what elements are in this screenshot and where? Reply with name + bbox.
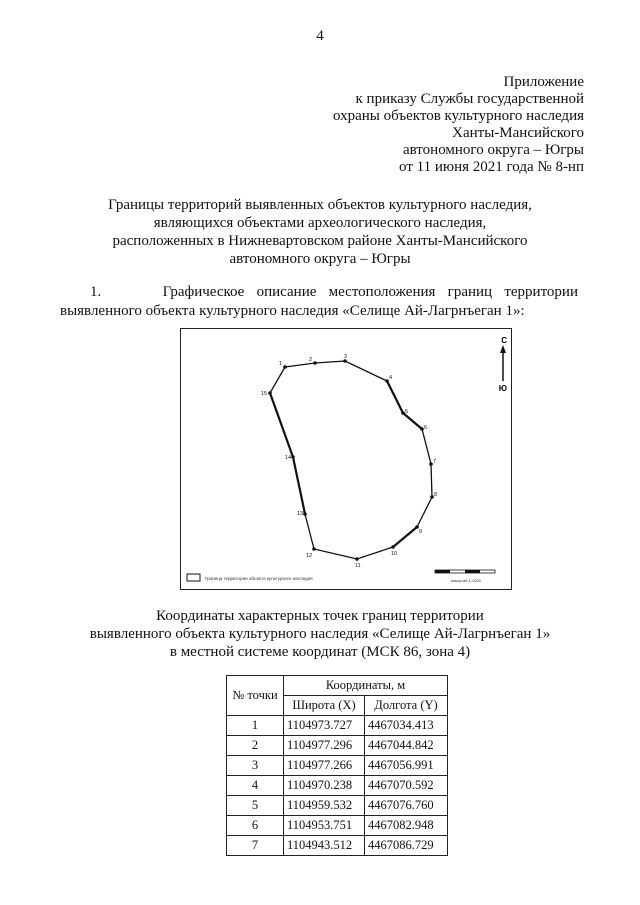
document-title bbox=[40, 196, 600, 268]
table-row bbox=[227, 716, 448, 736]
page-number: 4 bbox=[316, 28, 324, 44]
table-row bbox=[227, 776, 448, 796]
north-arrow-icon bbox=[499, 336, 507, 393]
cell-y: 4467076.760 bbox=[365, 796, 448, 816]
table-row bbox=[227, 736, 448, 756]
table-row bbox=[227, 816, 448, 836]
cell-x: 1104970.238 bbox=[284, 776, 365, 796]
caption-line: Координаты характерных точек границ территории bbox=[156, 608, 484, 624]
header-latitude: Широта (X) bbox=[284, 696, 365, 716]
north-label: С bbox=[501, 336, 507, 345]
appendix-line: Ханты-Мансийского bbox=[452, 125, 584, 141]
boundary-segment bbox=[387, 381, 422, 429]
map-legend bbox=[187, 574, 313, 581]
appendix-line: к приказу Службы государственной bbox=[355, 91, 584, 107]
point-label-4: 4 bbox=[389, 375, 393, 381]
cell-point: 7 bbox=[227, 836, 284, 856]
header-longitude: Долгота (Y) bbox=[365, 696, 448, 716]
cell-point: 1 bbox=[227, 716, 284, 736]
title-line: являющихся объектами археологического наследия, bbox=[153, 215, 487, 231]
header-coordinates: Координаты, м bbox=[284, 676, 448, 696]
vertex-1 bbox=[283, 365, 287, 369]
scale-bar bbox=[435, 570, 495, 583]
table-caption bbox=[40, 607, 600, 661]
cell-x: 1104959.532 bbox=[284, 796, 365, 816]
cell-x: 1104943.512 bbox=[284, 836, 365, 856]
cell-y: 4467056.991 bbox=[365, 756, 448, 776]
cell-x: 1104973.727 bbox=[284, 716, 365, 736]
appendix-line: автономного округа – Югры bbox=[402, 142, 584, 158]
appendix-line: Приложение bbox=[503, 74, 584, 90]
vertex-10 bbox=[391, 545, 395, 549]
legend-text: Граница территории объекта культурного наследия bbox=[205, 576, 313, 581]
point-label-13: 13 bbox=[297, 511, 304, 517]
point-label-7: 7 bbox=[433, 459, 437, 465]
section-text: Графическое описание местоположения границ территории выявленного объекта культурного наследия «Селище Ай-Лагрнъеган 1»: bbox=[60, 284, 578, 319]
cell-point: 4 bbox=[227, 776, 284, 796]
vertex-15 bbox=[268, 391, 272, 395]
cell-point: 6 bbox=[227, 816, 284, 836]
boundary-segment bbox=[270, 393, 305, 514]
caption-line: выявленного объекта культурного наследия «Селище Ай-Лагрнъеган 1» bbox=[89, 626, 551, 642]
header-point-number: № точки bbox=[227, 676, 284, 716]
vertex-11 bbox=[355, 557, 359, 561]
cell-x: 1104977.296 bbox=[284, 736, 365, 756]
scale-text: масштаб 1:1000 bbox=[451, 578, 481, 583]
point-label-9: 9 bbox=[419, 529, 423, 535]
cell-y: 4467082.948 bbox=[365, 816, 448, 836]
section-number: 1. bbox=[90, 284, 102, 300]
cell-point: 3 bbox=[227, 756, 284, 776]
appendix-line: охраны объектов культурного наследия bbox=[332, 108, 584, 124]
title-line: Границы территорий выявленных объектов культурного наследия, bbox=[108, 197, 532, 213]
point-label-14: 14 bbox=[285, 455, 292, 461]
cell-y: 4467034.413 bbox=[365, 716, 448, 736]
table-row bbox=[227, 836, 448, 856]
cell-point: 2 bbox=[227, 736, 284, 756]
cell-y: 4467070.592 bbox=[365, 776, 448, 796]
vertex-2 bbox=[313, 361, 317, 365]
vertex-12 bbox=[312, 547, 316, 551]
table-header-row bbox=[227, 676, 448, 696]
point-label-12: 12 bbox=[306, 553, 313, 559]
point-label-5: 5 bbox=[405, 409, 409, 415]
table-row bbox=[227, 756, 448, 776]
title-line: автономного округа – Югры bbox=[229, 251, 411, 267]
appendix-line: от 11 июня 2021 года № 8-нп bbox=[399, 159, 584, 175]
point-label-1: 1 bbox=[279, 361, 283, 367]
south-label: Ю bbox=[498, 384, 507, 393]
cell-point: 5 bbox=[227, 796, 284, 816]
point-label-15: 15 bbox=[261, 391, 268, 397]
point-label-8: 8 bbox=[434, 492, 438, 498]
appendix-header bbox=[333, 74, 584, 176]
coordinates-table bbox=[226, 675, 448, 856]
title-line: расположенных в Нижневартовском районе Ханты-Мансийского bbox=[112, 233, 528, 249]
cell-x: 1104953.751 bbox=[284, 816, 365, 836]
section-1-paragraph bbox=[60, 283, 578, 321]
point-label-6: 6 bbox=[424, 425, 428, 431]
point-label-2: 2 bbox=[309, 357, 313, 363]
table-row bbox=[227, 796, 448, 816]
vertex-13 bbox=[303, 512, 307, 516]
cell-y: 4467044.842 bbox=[365, 736, 448, 756]
cell-y: 4467086.729 bbox=[365, 836, 448, 856]
boundary-segment bbox=[393, 527, 417, 547]
vertex-14 bbox=[291, 455, 295, 459]
boundary-map-svg bbox=[181, 329, 511, 589]
point-label-10: 10 bbox=[391, 551, 398, 557]
cell-x: 1104977.266 bbox=[284, 756, 365, 776]
point-label-11: 11 bbox=[355, 563, 361, 569]
caption-line: в местной системе координат (МСК 86, зона 4) bbox=[169, 644, 471, 660]
point-label-3: 3 bbox=[344, 354, 348, 360]
boundary-map bbox=[180, 328, 512, 590]
